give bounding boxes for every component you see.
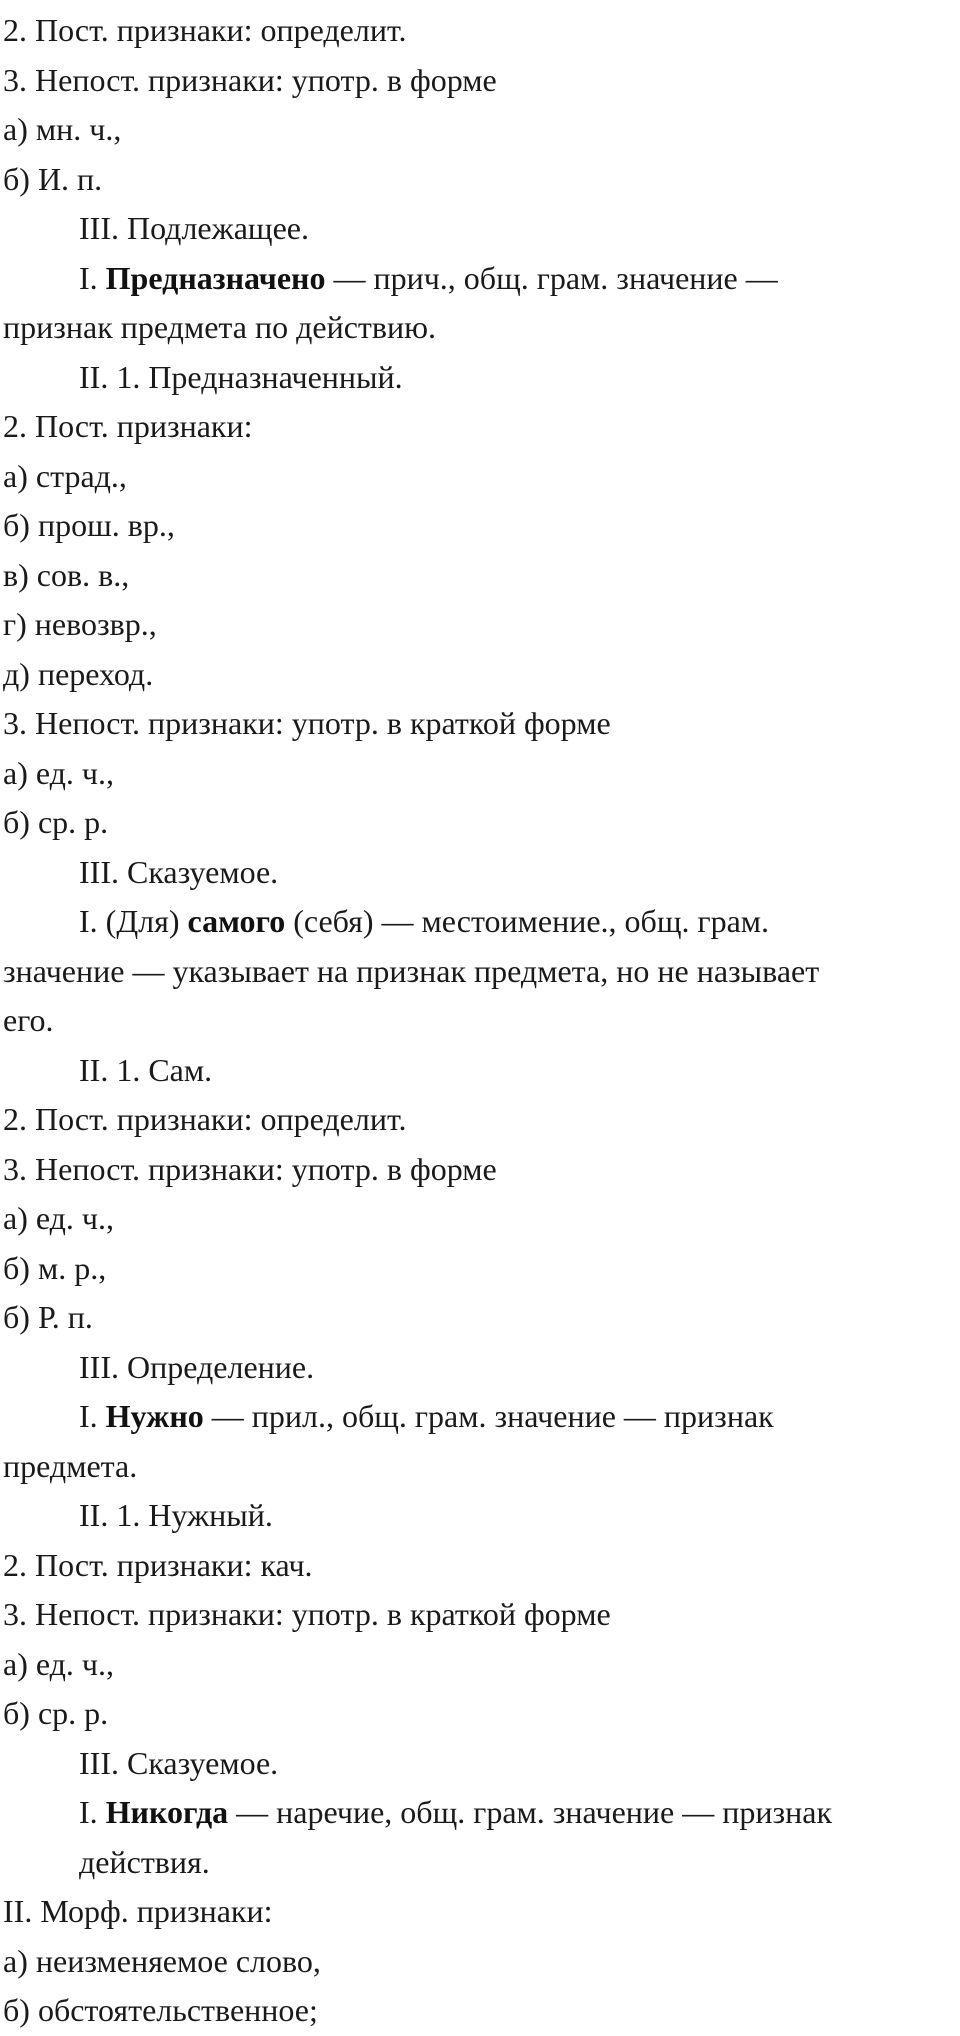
- text-line: 2. Пост. признаки: определит.: [3, 1101, 407, 1137]
- heading-suffix: — наречие, общ. грам. значение — признак: [228, 1794, 832, 1830]
- text-line: в) сов. в.,: [3, 556, 130, 593]
- text-line: б) обстоятельственное;: [3, 1992, 318, 2028]
- text-line: б) ср. р.: [3, 804, 109, 840]
- heading-suffix: — прил., общ. грам. значение — признак: [203, 1398, 774, 1434]
- text-line: а) мн. ч.,: [3, 111, 122, 147]
- text-line: признак предмета по действию.: [3, 309, 437, 345]
- text-line: б) м. р.,: [3, 1249, 107, 1286]
- section-heading: III. Сказуемое.: [79, 853, 279, 890]
- text-line: а) ед. ч.,: [3, 1200, 115, 1236]
- heading-prefix: I.: [79, 1794, 106, 1830]
- analyzed-word: Никогда: [105, 1794, 229, 1830]
- word-analysis-heading: [3, 1788, 960, 1838]
- heading-prefix: I.: [79, 1398, 106, 1434]
- text-line: его.: [3, 1002, 54, 1038]
- analyzed-word: самого: [187, 903, 286, 939]
- text-line: 2. Пост. признаки:: [3, 408, 253, 444]
- heading-prefix: I. (Для): [79, 903, 188, 939]
- word-analysis-heading: [3, 1392, 960, 1442]
- text-line: II. Морф. признаки:: [3, 1893, 273, 1929]
- text-line: а) ед. ч.,: [3, 754, 115, 791]
- heading-suffix: (себя) — местоимение., общ. грам.: [285, 903, 770, 939]
- section-heading: III. Сказуемое.: [79, 1744, 279, 1781]
- section-heading: III. Определение.: [79, 1348, 315, 1385]
- word-analysis-heading: [3, 254, 960, 304]
- text-line: 3. Непост. признаки: употр. в краткой форме: [3, 1596, 611, 1632]
- text-line: а) страд.,: [3, 457, 127, 494]
- text-line: 2. Пост. признаки: определит.: [3, 12, 407, 48]
- text-line: д) переход.: [3, 655, 154, 692]
- section-heading: II. 1. Нужный.: [79, 1497, 273, 1533]
- text-line: б) Р. п.: [3, 1299, 93, 1335]
- text-line: а) ед. ч.,: [3, 1645, 115, 1682]
- text-line: б) прош. вр.,: [3, 507, 175, 543]
- text-line: г) невозвр.,: [3, 606, 157, 642]
- analyzed-word: Нужно: [105, 1398, 204, 1434]
- text-line: 3. Непост. признаки: употр. в форме: [3, 61, 497, 98]
- analyzed-word: Предназначено: [105, 259, 326, 296]
- text-line: 3. Непост. признаки: употр. в краткой форме: [3, 705, 611, 741]
- section-heading: II. 1. Сам.: [79, 1051, 213, 1088]
- text-line: действия.: [79, 1843, 210, 1880]
- text-line: значение — указывает на признак предмета, но не называет: [3, 952, 820, 989]
- text-line: б) И. п.: [3, 160, 103, 197]
- heading-suffix: — прич., общ. грам. значение —: [325, 259, 778, 296]
- text-line: 3. Непост. признаки: употр. в форме: [3, 1150, 497, 1187]
- section-heading: II. 1. Предназначенный.: [79, 358, 403, 395]
- text-line: а) неизменяемое слово,: [3, 1942, 321, 1979]
- text-line: б) ср. р.: [3, 1695, 109, 1731]
- heading-prefix: I.: [79, 259, 106, 296]
- text-line: предмета.: [3, 1447, 138, 1484]
- text-line: 2. Пост. признаки: кач.: [3, 1546, 313, 1583]
- section-heading: III. Подлежащее.: [79, 210, 309, 246]
- word-analysis-heading: [3, 897, 960, 947]
